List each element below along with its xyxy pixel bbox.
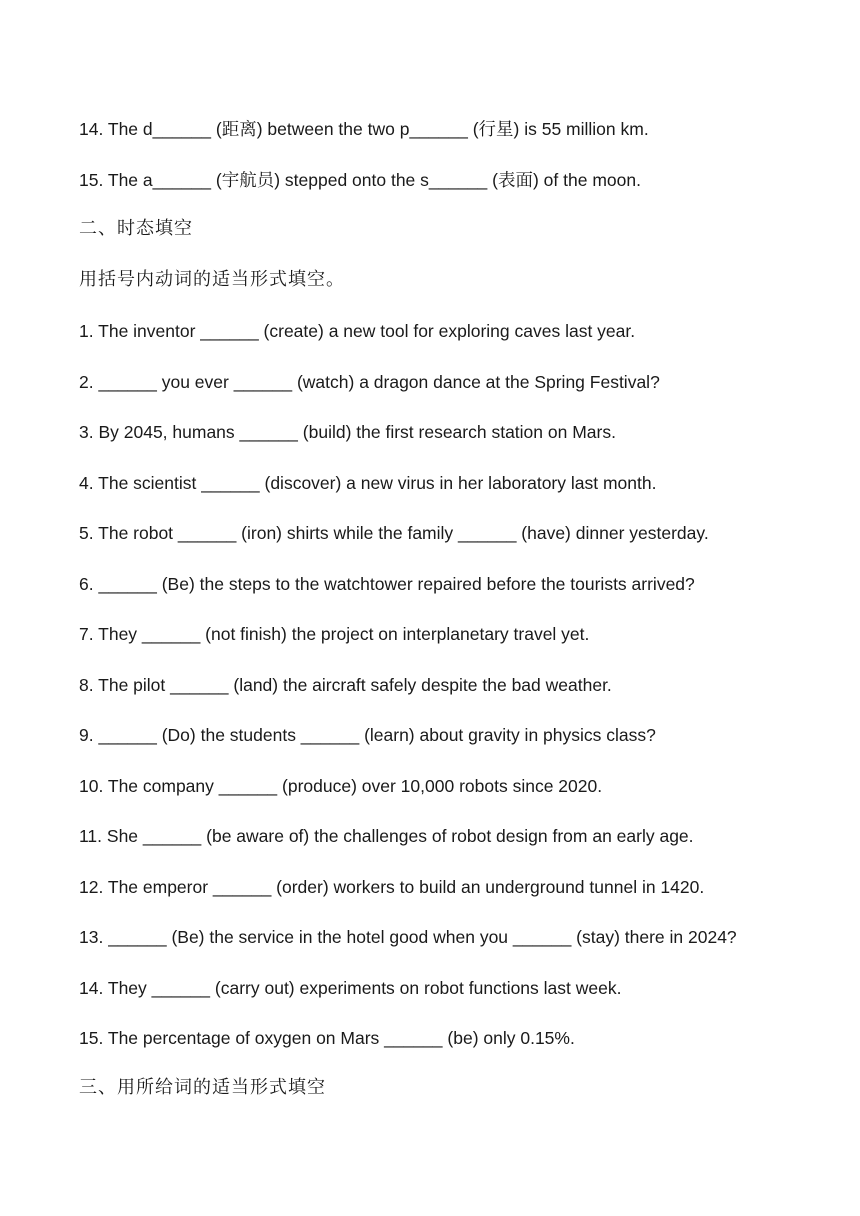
question-15-vocab: 15. The a______ (宇航员) stepped onto the s______ (表面) of the moon. <box>79 170 641 190</box>
tense-question-7: 7. They ______ (not finish) the project on interplanetary travel yet. <box>79 624 590 644</box>
tense-question-10: 10. The company ______ (produce) over 10,000 robots since 2020. <box>79 776 603 796</box>
section-2-heading: 二、时态填空 <box>79 218 193 239</box>
tense-question-6: 6. ______ (Be) the steps to the watchtower repaired before the tourists arrived? <box>79 574 695 594</box>
tense-question-5: 5. The robot ______ (iron) shirts while the family ______ (have) dinner yesterday. <box>79 523 709 543</box>
tense-question-15: 15. The percentage of oxygen on Mars ______ (be) only 0.15%. <box>79 1028 575 1048</box>
tense-question-3: 3. By 2045, humans ______ (build) the first research station on Mars. <box>79 422 616 442</box>
tense-question-14: 14. They ______ (carry out) experiments on robot functions last week. <box>79 978 622 998</box>
tense-question-1: 1. The inventor ______ (create) a new tool for exploring caves last year. <box>79 321 636 341</box>
tense-question-11: 11. She ______ (be aware of) the challenges of robot design from an early age. <box>79 826 694 846</box>
section-2-instruction: 用括号内动词的适当形式填空。 <box>79 269 345 290</box>
tense-question-13: 13. ______ (Be) the service in the hotel good when you ______ (stay) there in 2024? <box>79 927 737 947</box>
tense-question-4: 4. The scientist ______ (discover) a new virus in her laboratory last month. <box>79 473 657 493</box>
tense-question-9: 9. ______ (Do) the students ______ (learn) about gravity in physics class? <box>79 725 656 745</box>
question-14-vocab: 14. The d______ (距离) between the two p______ (行星) is 55 million km. <box>79 119 649 139</box>
tense-question-8: 8. The pilot ______ (land) the aircraft safely despite the bad weather. <box>79 675 612 695</box>
tense-question-12: 12. The emperor ______ (order) workers to build an underground tunnel in 1420. <box>79 877 705 897</box>
tense-question-2: 2. ______ you ever ______ (watch) a dragon dance at the Spring Festival? <box>79 372 660 392</box>
section-3-heading: 三、用所给词的适当形式填空 <box>79 1077 326 1098</box>
